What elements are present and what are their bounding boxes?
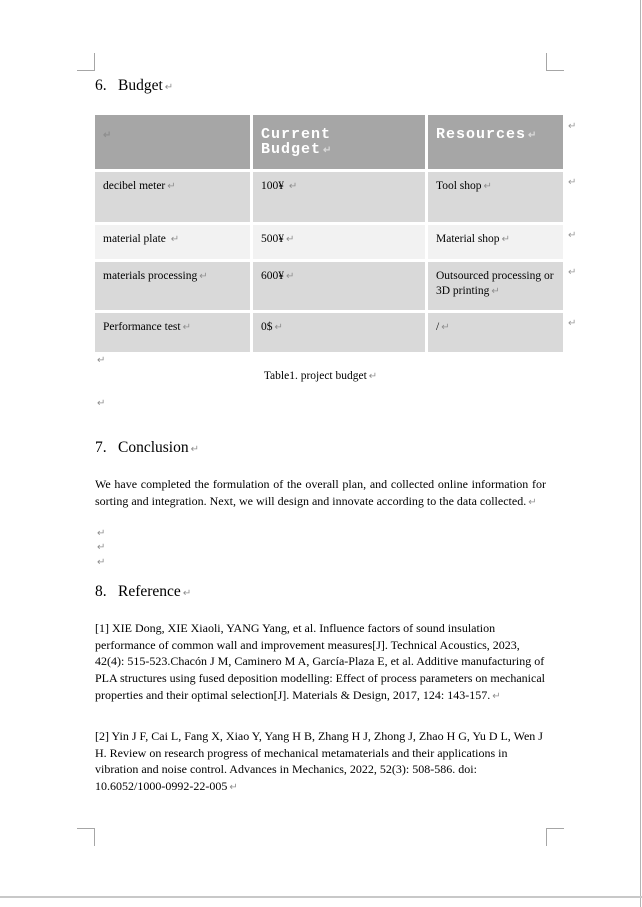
paragraph-mark-icon: ↵ — [97, 542, 106, 553]
paragraph-mark-icon: ↵ — [441, 322, 450, 333]
row-end-mark-icon: ↵ — [568, 121, 577, 132]
paragraph-mark-icon: ↵ — [103, 130, 113, 141]
paragraph-mark-icon: ↵ — [97, 528, 106, 539]
paragraph-mark-icon: ↵ — [229, 782, 238, 794]
table-caption[interactable]: Table1. project budget ↵ — [263, 370, 378, 382]
paragraph-mark-icon: ↵ — [182, 322, 191, 333]
table-cell-budget[interactable]: 500¥ ↵ — [253, 225, 425, 259]
table-cell-item[interactable]: materials processing ↵ — [95, 262, 250, 310]
paragraph-mark-icon: ↵ — [492, 690, 501, 702]
reference-item-1[interactable]: [1] XIE Dong, XIE Xiaoli, YANG Yang, et al. Influence factors of sound insulation performance of common wall and improvement measures[J]. Technical Acoustics, 2023, 42(4): 515-523.Chacón J M, Caminero M A, García-Plaza E, et al. Additive manufacturing of PLA structures using fused deposition modelling: Effect of process parameters on mechanical properties and their optimal selection[J]. Materials & Design, 2017, 124: 143-157. ↵ — [95, 621, 545, 702]
text-boundary-mark-top-right — [546, 53, 564, 71]
table-header-resources[interactable]: Resources ↵ — [428, 115, 563, 169]
table-cell-budget[interactable]: 0$ ↵ — [253, 313, 425, 352]
page-right-edge — [640, 0, 641, 907]
paragraph-mark-icon: ↵ — [286, 271, 295, 282]
table-header-current-budget[interactable]: Current Budget ↵ — [253, 115, 425, 169]
paragraph-mark-icon: ↵ — [97, 557, 106, 568]
paragraph-mark-icon: ↵ — [170, 234, 180, 245]
table-cell-resources[interactable]: Material shop ↵ — [428, 225, 563, 259]
paragraph-mark-icon: ↵ — [167, 181, 176, 192]
heading-reference[interactable] — [95, 582, 191, 603]
heading-title: Reference — [118, 583, 181, 600]
text-boundary-mark-bottom-left — [77, 828, 95, 846]
text-boundary-mark-top-left — [77, 53, 95, 71]
row-end-mark-icon: ↵ — [568, 177, 577, 188]
heading-title: Conclusion — [118, 439, 189, 456]
paragraph-mark-icon: ↵ — [501, 234, 510, 245]
table-cell-resources[interactable]: Outsourced processing or 3D printing ↵ — [428, 262, 563, 310]
row-end-mark-icon: ↵ — [568, 230, 577, 241]
paragraph-mark-icon: ↵ — [97, 355, 106, 366]
row-end-mark-icon: ↵ — [568, 318, 577, 329]
paragraph-mark-icon: ↵ — [368, 371, 378, 382]
paragraph-mark-icon: ↵ — [182, 588, 192, 599]
table-cell-item[interactable]: Performance test ↵ — [95, 313, 250, 352]
paragraph-mark-icon: ↵ — [323, 145, 333, 156]
table-cell-item[interactable]: decibel meter ↵ — [95, 172, 250, 222]
paragraph-mark-icon: ↵ — [274, 322, 283, 333]
paragraph-mark-icon: ↵ — [199, 271, 208, 282]
paragraph-mark-icon: ↵ — [288, 181, 298, 192]
heading-budget[interactable] — [95, 76, 173, 97]
paragraph-mark-icon: ↵ — [483, 181, 492, 192]
table-cell-item[interactable]: material plate ↵ — [95, 225, 250, 259]
heading-number: 6. — [95, 77, 107, 94]
heading-conclusion[interactable] — [95, 438, 199, 459]
table-header-empty[interactable] — [95, 115, 250, 169]
heading-number: 8. — [95, 583, 107, 600]
page-bottom-edge — [0, 896, 642, 898]
paragraph-mark-icon: ↵ — [164, 82, 174, 93]
table-cell-budget[interactable]: 600¥ ↵ — [253, 262, 425, 310]
table-cell-resources[interactable]: Tool shop ↵ — [428, 172, 563, 222]
paragraph-mark-icon: ↵ — [528, 130, 538, 141]
heading-number: 7. — [95, 439, 107, 456]
conclusion-paragraph[interactable]: We have completed the formulation of the overall plan, and collected online information for sorting and integration. Next, we will design and innovate according to the data collected. ↵ — [95, 477, 546, 508]
paragraph-mark-icon: ↵ — [528, 496, 537, 508]
paragraph-mark-icon: ↵ — [190, 444, 200, 455]
paragraph-mark-icon: ↵ — [286, 234, 295, 245]
paragraph-mark-icon: ↵ — [97, 398, 106, 409]
budget-table[interactable] — [95, 115, 577, 352]
row-end-mark-icon: ↵ — [568, 267, 577, 278]
table-cell-resources[interactable]: / ↵ — [428, 313, 563, 352]
paragraph-mark-icon: ↵ — [491, 286, 500, 297]
text-boundary-mark-bottom-right — [546, 828, 564, 846]
table-cell-budget[interactable]: 100¥ ↵ — [253, 172, 425, 222]
reference-item-2[interactable]: [2] Yin J F, Cai L, Fang X, Xiao Y, Yang H B, Zhang H J, Zhong J, Zhao H G, Yu D L, Wen J H. Review on research progress of mechanical metamaterials and their applications in vibration and noise control. Advances in Mechanics, 2022, 52(3): 508-586. doi: 10.6052/1000-0992-22-005 ↵ — [95, 729, 543, 794]
heading-title: Budget — [118, 77, 163, 94]
